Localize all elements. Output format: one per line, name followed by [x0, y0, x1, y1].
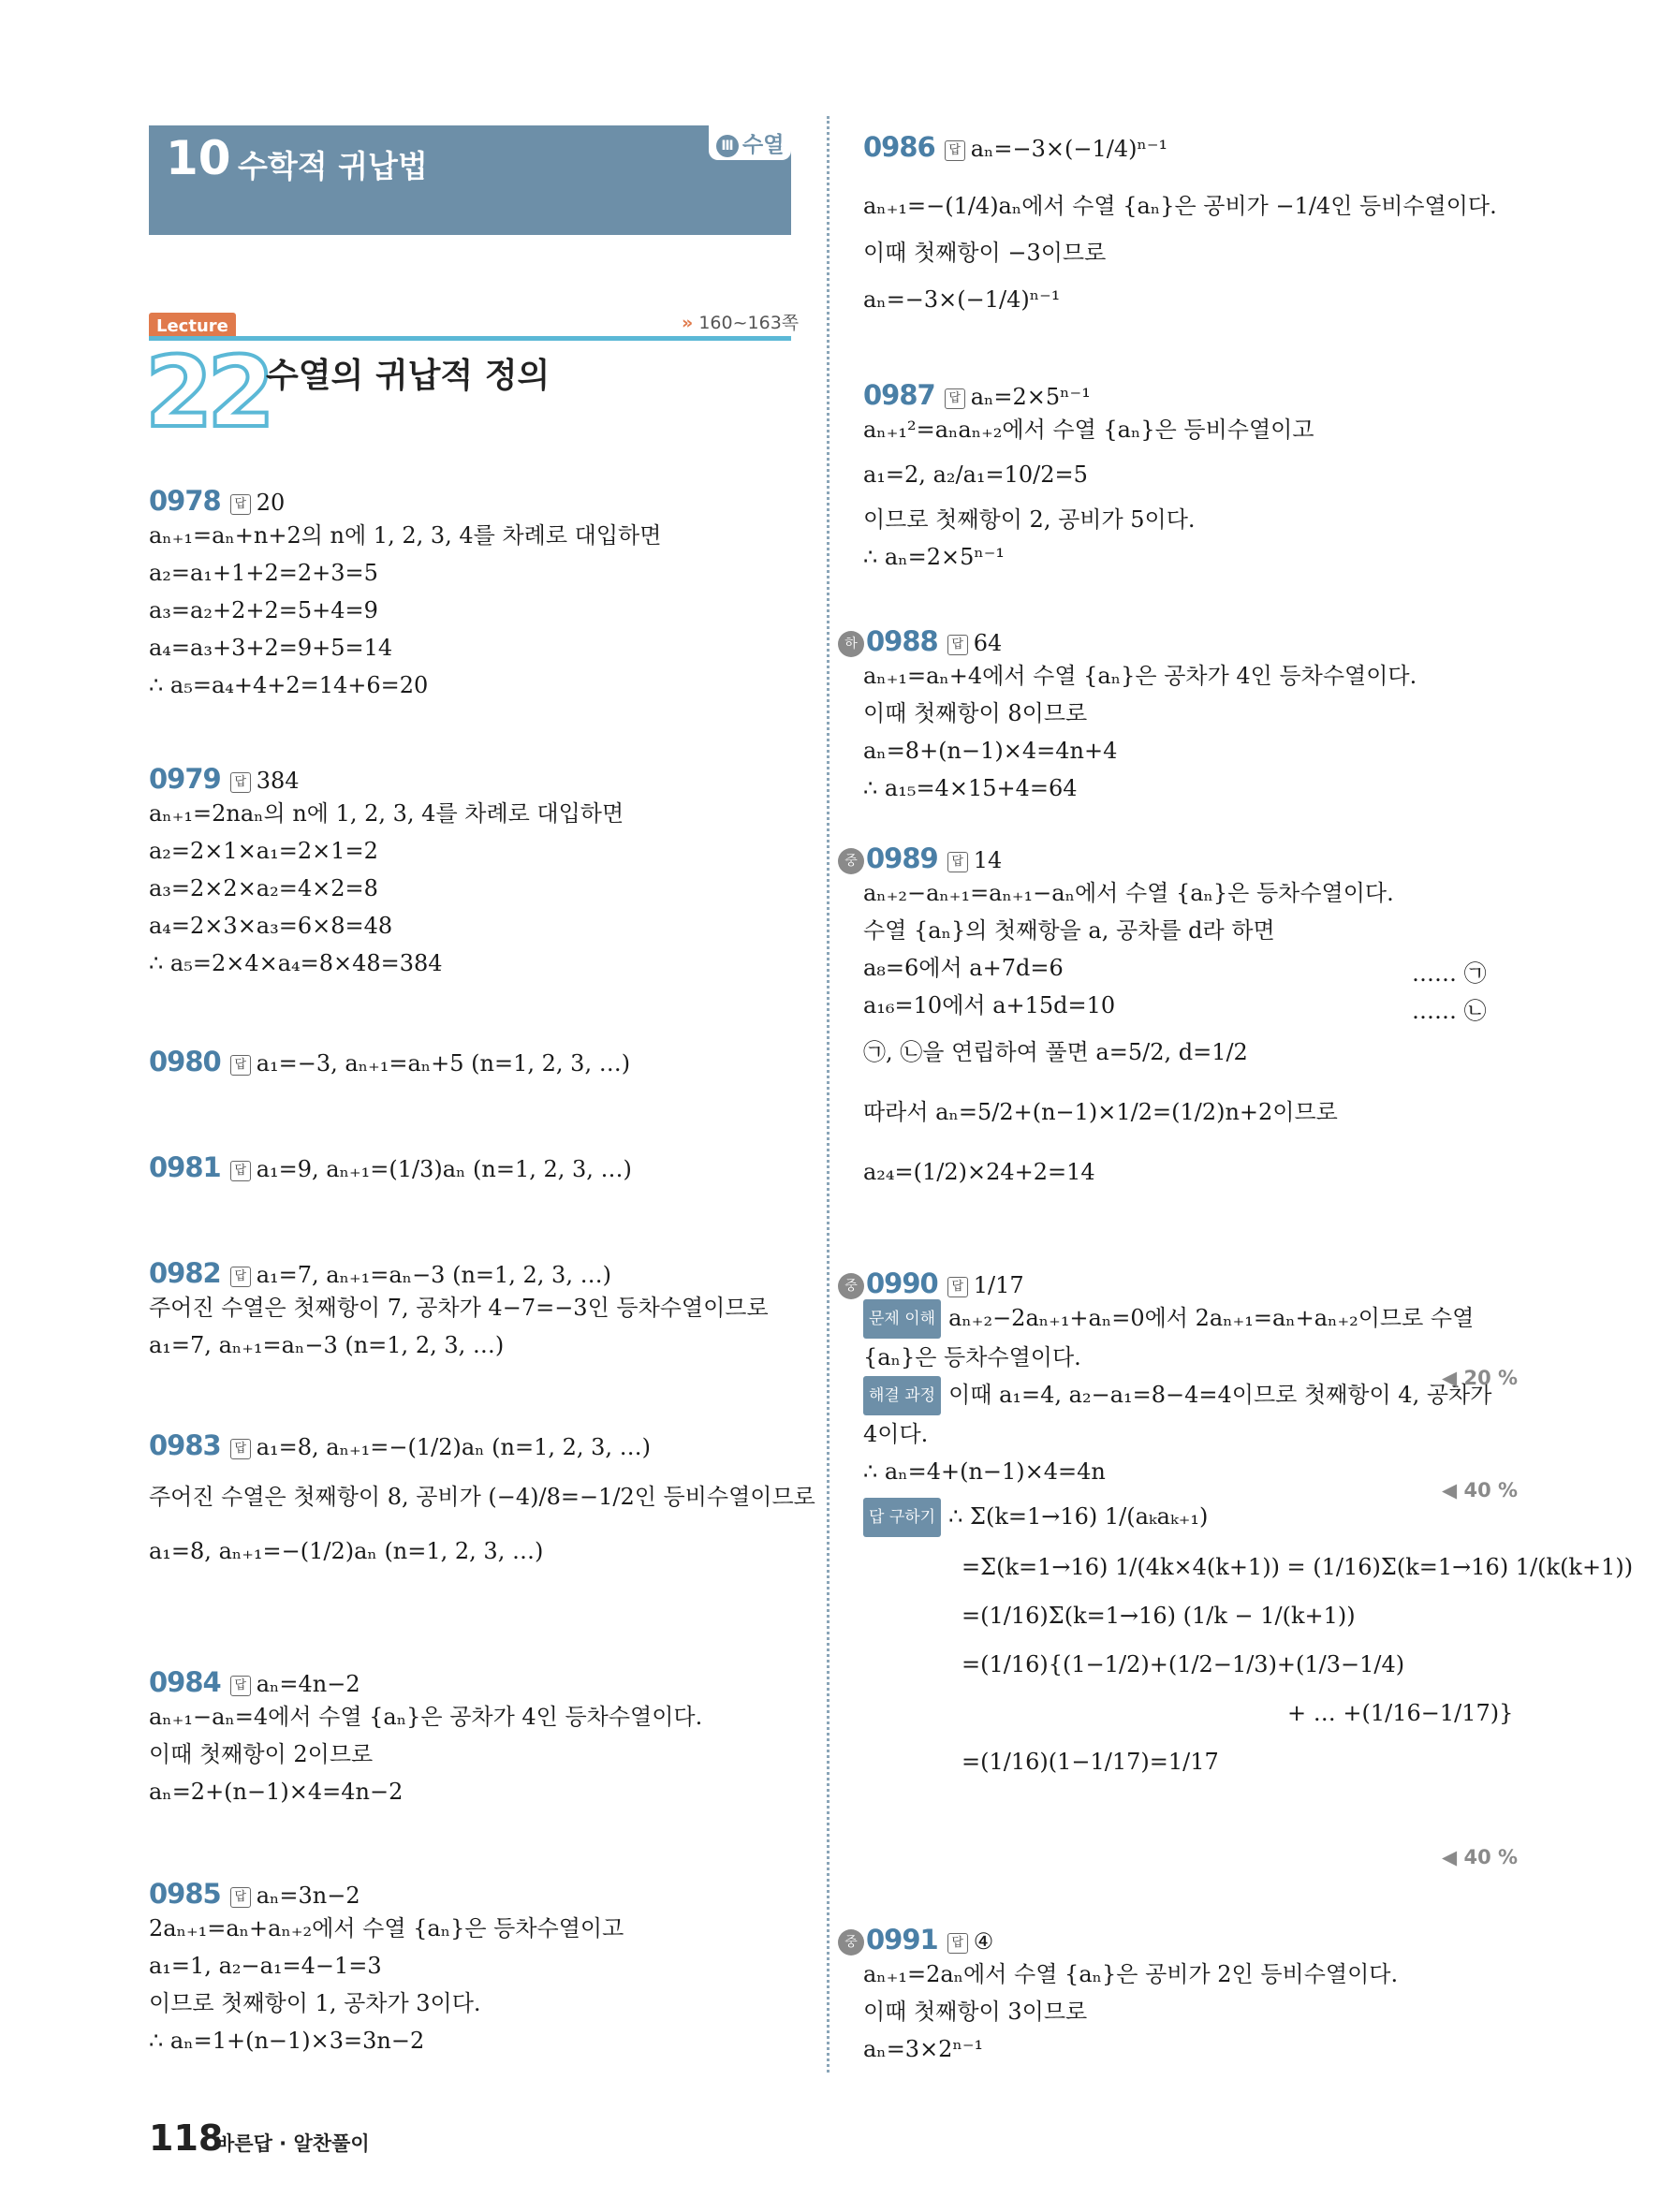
problem-answer: aₙ=4n−2: [256, 1671, 360, 1697]
answer-box-icon: 답: [947, 635, 968, 655]
solution-line: aₙ=3×2ⁿ⁻¹: [863, 2036, 984, 2062]
lecture-badge: Lecture: [149, 313, 236, 340]
difficulty-mark: 중: [838, 1273, 864, 1299]
problem-number: 0982: [149, 1257, 221, 1289]
problem-0982: [149, 1257, 769, 1364]
solution-line: a₂=2×1×a₁=2×1=2: [149, 838, 378, 864]
problem-number: 0978: [149, 485, 221, 517]
problem-number: 0989: [866, 842, 938, 874]
difficulty-mark: 중: [838, 848, 864, 874]
solution-line: aₙ₊₁=2aₙ에서 수열 {aₙ}은 공비가 2인 등비수열이다.: [863, 1961, 1399, 1987]
equation-ref-2: …… ㉡: [1412, 998, 1487, 1024]
score-percent: ◀ 40 %: [1442, 1846, 1519, 1868]
solution-line: a₂₄=(1/2)×24+2=14: [863, 1159, 1095, 1185]
solution-line: ∴ Σ(k=1→16) 1/(aₖaₖ₊₁): [948, 1503, 1209, 1530]
solution-line: 2aₙ₊₁=aₙ+aₙ₊₂에서 수열 {aₙ}은 등차수열이고: [149, 1915, 624, 1941]
problem-number: 0990: [866, 1267, 938, 1299]
footer-text: 바른답 · 알찬풀이: [215, 2132, 370, 2155]
solution-line: aₙ₊₁=−(1/4)aₙ에서 수열 {aₙ}은 공비가 −1/4인 등비수열이다.: [863, 193, 1497, 219]
step-label: 문제 이해: [863, 1299, 941, 1339]
difficulty-mark: 하: [838, 631, 864, 657]
answer-box-icon: 답: [230, 1055, 251, 1076]
difficulty-mark: 중: [838, 1929, 864, 1956]
problem-answer: a₁=9, aₙ₊₁=(1/3)aₙ (n=1, 2, 3, …): [256, 1156, 632, 1182]
problem-0987: [863, 379, 1314, 576]
problem-0986: [863, 131, 1497, 318]
solution-line: 이때 첫째항이 −3이므로: [863, 240, 1107, 266]
problem-number: 0991: [866, 1924, 938, 1956]
solution-line: a₁₆=10에서 a+15d=10: [863, 992, 1116, 1018]
solution-line: ∴ aₙ=4+(n−1)×4=4n: [863, 1458, 1106, 1485]
problem-answer: aₙ=2×5ⁿ⁻¹: [970, 384, 1091, 410]
answer-box-icon: 답: [230, 1267, 251, 1287]
score-percent: ◀ 40 %: [1442, 1479, 1519, 1502]
solution-line: ∴ a₁₅=4×15+4=64: [863, 775, 1078, 801]
problem-0990: [838, 1267, 1633, 1780]
solution-line: =(1/16)(1−1/17)=1/17: [962, 1749, 1219, 1775]
page-number: 118: [149, 2117, 224, 2159]
problem-number: 0984: [149, 1666, 221, 1698]
answer-box-icon: 답: [945, 388, 965, 409]
problem-answer: a₁=−3, aₙ₊₁=aₙ+5 (n=1, 2, 3, …): [256, 1050, 631, 1077]
step-label: 해결 과정: [863, 1376, 941, 1415]
problem-answer: a₁=8, aₙ₊₁=−(1/2)aₙ (n=1, 2, 3, …): [256, 1434, 652, 1460]
chapter-number: 10: [166, 131, 231, 185]
solution-line: + … +(1/16−1/17)}: [1287, 1700, 1514, 1726]
problem-answer: 384: [256, 768, 300, 794]
problem-number: 0987: [863, 379, 935, 411]
solution-line: 수열 {aₙ}의 첫째항을 a, 공차를 d라 하면: [863, 917, 1275, 944]
problem-0985: [149, 1878, 624, 2059]
solution-line: =(1/16)Σ(k=1→16) (1/k − 1/(k+1)): [962, 1603, 1356, 1629]
problem-number: 0980: [149, 1046, 221, 1077]
problem-0988: [838, 625, 1417, 807]
answer-box-icon: 답: [230, 1161, 251, 1181]
solution-line: 이때 첫째항이 8이므로: [863, 700, 1088, 726]
answer-box-icon: 답: [947, 1933, 968, 1954]
chapter-title: 수학적 귀납법: [238, 148, 428, 184]
section-tag: [709, 125, 791, 160]
problem-answer: aₙ=−3×(−1/4)ⁿ⁻¹: [970, 136, 1168, 162]
solution-line: a₁=2, a₂/a₁=10/2=5: [863, 461, 1088, 488]
problem-0979: [149, 763, 624, 982]
solution-line: =(1/16){(1−1/2)+(1/2−1/3)+(1/3−1/4): [962, 1651, 1405, 1677]
score-percent: ◀ 20 %: [1442, 1367, 1519, 1389]
problem-number: 0981: [149, 1151, 221, 1183]
chapter-header: [149, 125, 791, 235]
solution-line: 이므로 첫째항이 2, 공비가 5이다.: [863, 506, 1196, 533]
solution-line: a₈=6에서 a+7d=6: [863, 955, 1064, 981]
problem-0991: [838, 1924, 1398, 2068]
problem-0980: [149, 1046, 630, 1077]
solution-line: a₁=1, a₂−a₁=4−1=3: [149, 1953, 382, 1979]
problem-number: 0985: [149, 1878, 221, 1910]
solution-line: aₙ₊₂−aₙ₊₁=aₙ₊₁−aₙ에서 수열 {aₙ}은 등차수열이다.: [863, 880, 1394, 906]
solution-line: 주어진 수열은 첫째항이 7, 공차가 4−7=−3인 등차수열이므로: [149, 1295, 769, 1321]
problem-0981: [149, 1151, 632, 1183]
answer-box-icon: 답: [230, 1439, 251, 1459]
solution-line: 4이다.: [863, 1421, 929, 1447]
answer-box-icon: 답: [230, 1676, 251, 1696]
solution-line: aₙ₊₁=aₙ+n+2의 n에 1, 2, 3, 4를 차례로 대입하면: [149, 522, 662, 549]
step-label: 답 구하기: [863, 1498, 941, 1537]
solution-line: a₄=a₃+3+2=9+5=14: [149, 635, 393, 661]
solution-line: aₙ₊₁−aₙ=4에서 수열 {aₙ}은 공차가 4인 등차수열이다.: [149, 1704, 703, 1730]
lecture-pages-text: 160~163쪽: [698, 313, 800, 333]
problem-0983: [149, 1429, 815, 1570]
solution-line: 이때 첫째항이 2이므로: [149, 1741, 374, 1767]
answer-box-icon: 답: [230, 772, 251, 793]
solution-line: 이때 a₁=4, a₂−a₁=8−4=4이므로 첫째항이 4, 공차가: [948, 1382, 1492, 1408]
lecture-pages: [682, 309, 799, 334]
problem-answer: 14: [973, 847, 1003, 873]
tag-label: 수열: [742, 133, 785, 157]
lecture-title: 수열의 귀납적 정의: [266, 357, 551, 395]
solution-line: {aₙ}은 등차수열이다.: [863, 1344, 1081, 1370]
solution-line: ∴ a₅=a₄+4+2=14+6=20: [149, 672, 429, 698]
solution-line: aₙ=−3×(−1/4)ⁿ⁻¹: [863, 286, 1061, 313]
answer-box-icon: 답: [230, 494, 251, 515]
solution-line: 이므로 첫째항이 1, 공차가 3이다.: [149, 1990, 481, 2016]
problem-answer: ④: [973, 1928, 994, 1955]
tag-roman-numeral: Ⅲ: [716, 135, 739, 157]
problem-number: 0988: [866, 625, 938, 657]
lecture-pages-arrow: »: [682, 313, 694, 333]
problem-0984: [149, 1666, 702, 1810]
solution-line: 주어진 수열은 첫째항이 8, 공비가 (−4)/8=−1/2인 등비수열이므로: [149, 1484, 815, 1510]
equation-ref-1: …… ㉠: [1412, 960, 1487, 987]
solution-line: a₄=2×3×a₃=6×8=48: [149, 913, 393, 939]
problem-number: 0983: [149, 1429, 221, 1461]
solution-line: a₃=2×2×a₂=4×2=8: [149, 875, 378, 901]
answer-box-icon: 답: [947, 1277, 968, 1297]
problem-answer: 64: [973, 630, 1003, 656]
solution-line: =Σ(k=1→16) 1/(4k×4(k+1)) = (1/16)Σ(k=1→16) 1/(k(k+1)): [962, 1554, 1634, 1580]
problem-0989: [838, 842, 1394, 1191]
solution-line: aₙ₊₁=aₙ+4에서 수열 {aₙ}은 공차가 4인 등차수열이다.: [863, 663, 1417, 689]
problem-answer: 1/17: [973, 1272, 1024, 1298]
solution-line: a₁=7, aₙ₊₁=aₙ−3 (n=1, 2, 3, …): [149, 1332, 505, 1358]
solution-line: ∴ aₙ=2×5ⁿ⁻¹: [863, 544, 1006, 570]
solution-line: a₁=8, aₙ₊₁=−(1/2)aₙ (n=1, 2, 3, …): [149, 1538, 544, 1564]
answer-box-icon: 답: [947, 852, 968, 872]
solution-line: aₙ₊₂−2aₙ₊₁+aₙ=0에서 2aₙ₊₁=aₙ+aₙ₊₂이므로 수열: [948, 1305, 1475, 1331]
problem-answer: a₁=7, aₙ₊₁=aₙ−3 (n=1, 2, 3, …): [256, 1262, 611, 1288]
answer-box-icon: 답: [945, 140, 965, 161]
solution-line: ㉠, ㉡을 연립하여 풀면 a=5/2, d=1/2: [863, 1039, 1248, 1065]
lecture-number: 22: [145, 335, 270, 449]
solution-line: a₃=a₂+2+2=5+4=9: [149, 597, 378, 623]
solution-line: aₙ₊₁²=aₙaₙ₊₂에서 수열 {aₙ}은 등비수열이고: [863, 417, 1314, 443]
solution-line: aₙ=2+(n−1)×4=4n−2: [149, 1779, 404, 1805]
answer-box-icon: 답: [230, 1887, 251, 1908]
problem-answer: aₙ=3n−2: [256, 1882, 360, 1909]
solution-line: ∴ a₅=2×4×a₄=8×48=384: [149, 950, 443, 976]
column-divider: [827, 116, 830, 2073]
solution-line: aₙ=8+(n−1)×4=4n+4: [863, 738, 1118, 764]
problem-answer: 20: [256, 490, 286, 516]
solution-line: aₙ₊₁=2naₙ의 n에 1, 2, 3, 4를 차례로 대입하면: [149, 800, 624, 827]
solution-line: a₂=a₁+1+2=2+3=5: [149, 560, 378, 586]
solution-line: ∴ aₙ=1+(n−1)×3=3n−2: [149, 2028, 425, 2054]
problem-0978: [149, 485, 661, 704]
solution-line: 이때 첫째항이 3이므로: [863, 1999, 1088, 2025]
problem-number: 0986: [863, 131, 935, 163]
problem-number: 0979: [149, 763, 221, 795]
solution-line: 따라서 aₙ=5/2+(n−1)×1/2=(1/2)n+2이므로: [863, 1099, 1338, 1125]
